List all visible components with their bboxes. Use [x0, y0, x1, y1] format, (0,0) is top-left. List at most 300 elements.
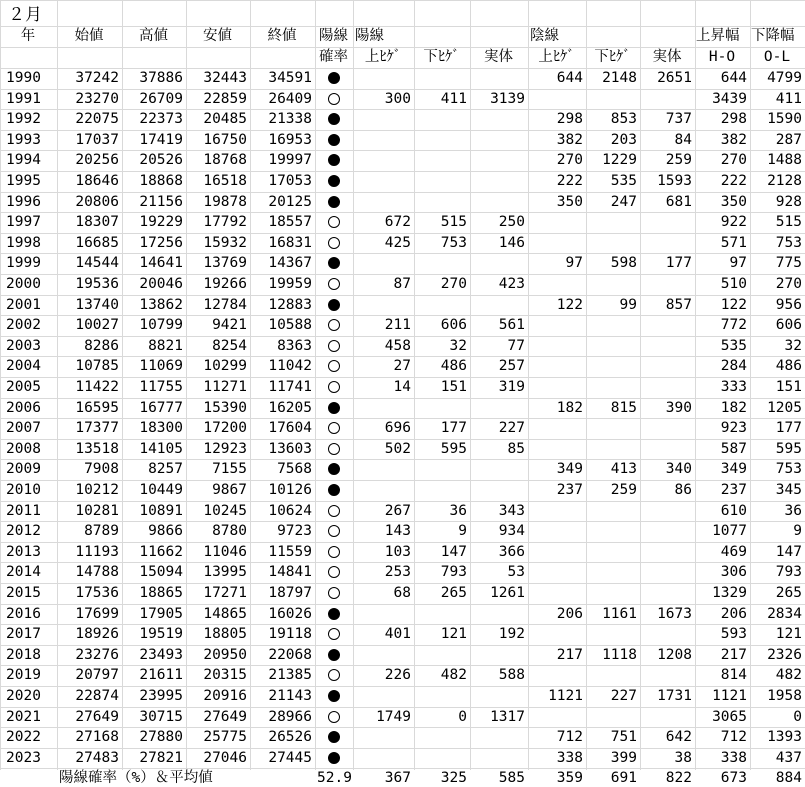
value-cell: 14367: [268, 255, 312, 272]
value-cell: 923: [720, 420, 747, 437]
bearish-candle-marker: [328, 690, 340, 702]
grid-vline: [315, 0, 316, 770]
value-cell: 815: [610, 399, 637, 416]
value-cell: 642: [665, 729, 692, 746]
value-cell: 2148: [602, 70, 637, 86]
value-cell: 27046: [203, 749, 247, 766]
value-cell: 18646: [75, 173, 119, 189]
bullish-candle-marker: [328, 381, 340, 393]
column-subheader: 下ﾋｹﾞ: [423, 49, 460, 65]
value-cell: 1118: [602, 646, 637, 663]
value-cell: 27649: [75, 708, 119, 725]
year-cell: 2004: [6, 358, 41, 375]
value-cell: 22874: [75, 688, 119, 704]
value-cell: 10027: [75, 317, 119, 334]
value-cell: 217: [556, 646, 583, 663]
value-cell: 672: [384, 214, 411, 231]
bearish-candle-marker: [328, 649, 340, 661]
bullish-candle-marker: [328, 216, 340, 228]
value-cell: 17053: [268, 173, 312, 189]
value-cell: 121: [775, 626, 802, 643]
value-cell: 36: [449, 502, 467, 519]
grid-vline: [250, 0, 251, 770]
value-cell: 423: [498, 276, 525, 292]
value-cell: 1749: [376, 708, 411, 725]
value-cell: 30715: [139, 708, 183, 725]
bearish-candle-marker: [328, 299, 340, 311]
value-cell: 18768: [203, 152, 247, 169]
value-cell: 333: [720, 379, 747, 395]
value-cell: 712: [556, 729, 583, 746]
value-cell: 86: [674, 482, 692, 498]
year-cell: 1996: [6, 193, 41, 210]
value-cell: 515: [775, 214, 802, 231]
value-cell: 250: [498, 214, 525, 231]
value-cell: 644: [556, 70, 583, 86]
value-cell: 814: [720, 667, 747, 684]
value-cell: 606: [440, 317, 467, 334]
value-cell: 22075: [75, 111, 119, 128]
grid-vline: [640, 0, 641, 770]
value-cell: 143: [384, 523, 411, 540]
value-cell: 502: [384, 440, 411, 457]
value-cell: 587: [720, 440, 747, 457]
grid-vline: [122, 0, 123, 770]
value-cell: 28966: [268, 708, 312, 725]
value-cell: 27483: [75, 749, 119, 766]
column-subheader: 上ﾋｹﾞ: [364, 49, 402, 65]
column-subheader: 実体: [652, 49, 682, 65]
value-cell: 85: [507, 440, 525, 457]
value-cell: 298: [556, 111, 583, 128]
grid-vline: [528, 0, 529, 770]
value-cell: 32443: [203, 70, 247, 86]
value-cell: 16205: [268, 399, 312, 416]
year-cell: 2002: [6, 317, 41, 334]
value-cell: 469: [720, 543, 747, 560]
value-cell: 20315: [203, 667, 247, 684]
value-cell: 10785: [75, 358, 119, 375]
value-cell: 11422: [75, 379, 119, 395]
value-cell: 270: [775, 276, 802, 292]
value-cell: 515: [440, 214, 467, 231]
column-subheader: 上ﾋｹﾞ: [538, 49, 575, 65]
value-cell: 211: [384, 317, 411, 334]
year-cell: 2015: [6, 585, 41, 601]
value-cell: 27649: [203, 708, 247, 725]
year-cell: 2003: [6, 337, 41, 354]
value-cell: 593: [720, 626, 747, 643]
summary-label: 陽線確率（%）＆平均値: [59, 770, 213, 787]
column-header: 上昇幅: [696, 28, 740, 44]
column-header: 始値: [74, 28, 104, 44]
value-cell: 458: [384, 337, 411, 354]
value-cell: 9866: [148, 523, 183, 540]
column-subheader: O-L: [763, 49, 791, 65]
value-cell: 19878: [203, 193, 247, 210]
value-cell: 2834: [767, 605, 802, 622]
value-cell: 257: [498, 358, 525, 375]
value-cell: 15094: [139, 564, 183, 581]
value-cell: 18865: [139, 585, 183, 601]
summary-value: 359: [556, 770, 583, 787]
value-cell: 16595: [75, 399, 119, 416]
value-cell: 23276: [75, 646, 119, 663]
value-cell: 10588: [268, 317, 312, 334]
value-cell: 10624: [268, 502, 312, 519]
value-cell: 10281: [75, 502, 119, 519]
column-header: 陰線: [530, 28, 559, 44]
bullish-candle-marker: [328, 546, 340, 558]
value-cell: 147: [775, 543, 802, 560]
value-cell: 411: [775, 90, 802, 107]
value-cell: 349: [720, 461, 747, 478]
column-subheader: 実体: [484, 49, 513, 65]
value-cell: 14788: [75, 564, 119, 581]
value-cell: 20806: [75, 193, 119, 210]
value-cell: 284: [720, 358, 747, 375]
summary-value: 884: [775, 770, 802, 787]
year-cell: 1999: [6, 255, 41, 272]
value-cell: 14105: [139, 440, 183, 457]
value-cell: 21338: [268, 111, 312, 128]
value-cell: 857: [665, 296, 692, 313]
value-cell: 287: [775, 131, 802, 148]
value-cell: 510: [720, 276, 747, 292]
value-cell: 15932: [203, 234, 247, 251]
value-cell: 595: [440, 440, 467, 457]
value-cell: 588: [498, 667, 525, 684]
year-cell: 1995: [6, 173, 41, 189]
value-cell: 737: [665, 111, 692, 128]
value-cell: 598: [610, 255, 637, 272]
value-cell: 1673: [657, 605, 692, 622]
value-cell: 712: [720, 729, 747, 746]
value-cell: 1205: [767, 399, 802, 416]
value-cell: 1590: [767, 111, 802, 128]
value-cell: 2651: [657, 70, 692, 86]
value-cell: 18557: [268, 214, 312, 231]
value-cell: 20046: [139, 276, 183, 292]
value-cell: 203: [610, 131, 637, 148]
value-cell: 22373: [139, 111, 183, 128]
value-cell: 22068: [268, 646, 312, 663]
value-cell: 13995: [203, 564, 247, 581]
value-cell: 21156: [139, 193, 183, 210]
value-cell: 13603: [268, 440, 312, 457]
value-cell: 14: [393, 379, 411, 395]
year-cell: 2023: [6, 749, 41, 766]
value-cell: 606: [775, 317, 802, 334]
value-cell: 8363: [277, 337, 312, 354]
bearish-candle-marker: [328, 731, 340, 743]
value-cell: 226: [384, 667, 411, 684]
value-cell: 14841: [268, 564, 312, 581]
value-cell: 13518: [75, 440, 119, 457]
value-cell: 11069: [139, 358, 183, 375]
value-cell: 1329: [712, 585, 747, 601]
value-cell: 486: [440, 358, 467, 375]
value-cell: 97: [565, 255, 583, 272]
year-cell: 2020: [6, 688, 41, 704]
value-cell: 486: [775, 358, 802, 375]
value-cell: 267: [384, 502, 411, 519]
value-cell: 18307: [75, 214, 119, 231]
grid-vline: [0, 0, 1, 770]
value-cell: 26526: [268, 729, 312, 746]
summary-value: 822: [665, 770, 692, 787]
column-subheader: 確率: [319, 49, 348, 65]
bullish-candle-marker: [328, 93, 340, 105]
value-cell: 26409: [268, 90, 312, 107]
value-cell: 19519: [139, 626, 183, 643]
value-cell: 349: [556, 461, 583, 478]
value-cell: 53: [507, 564, 525, 581]
value-cell: 610: [720, 502, 747, 519]
grid-vline: [353, 0, 354, 770]
value-cell: 1393: [767, 729, 802, 746]
value-cell: 32: [784, 337, 802, 354]
value-cell: 3139: [490, 90, 525, 107]
value-cell: 934: [498, 523, 525, 540]
value-cell: 259: [610, 482, 637, 498]
value-cell: 298: [720, 111, 747, 128]
value-cell: 8254: [212, 337, 247, 354]
value-cell: 9: [793, 523, 802, 540]
value-cell: 401: [384, 626, 411, 643]
value-cell: 25775: [203, 729, 247, 746]
year-cell: 2019: [6, 667, 41, 684]
value-cell: 23270: [75, 90, 119, 107]
value-cell: 8257: [148, 461, 183, 478]
bullish-candle-marker: [328, 278, 340, 290]
value-cell: 1958: [767, 688, 802, 704]
value-cell: 10799: [139, 317, 183, 334]
value-cell: 1731: [657, 688, 692, 704]
value-cell: 0: [793, 708, 802, 725]
value-cell: 237: [556, 482, 583, 498]
value-cell: 21143: [268, 688, 312, 704]
value-cell: 350: [556, 193, 583, 210]
value-cell: 1488: [767, 152, 802, 169]
value-cell: 7155: [212, 461, 247, 478]
grid-vline: [470, 0, 471, 770]
bearish-candle-marker: [328, 402, 340, 414]
value-cell: 14544: [75, 255, 119, 272]
bullish-candle-marker: [328, 628, 340, 640]
value-cell: 753: [775, 461, 802, 478]
value-cell: 10299: [203, 358, 247, 375]
value-cell: 17536: [75, 585, 119, 601]
value-cell: 425: [384, 234, 411, 251]
value-cell: 8286: [84, 337, 119, 354]
value-cell: 27821: [139, 749, 183, 766]
value-cell: 151: [440, 379, 467, 395]
value-cell: 14641: [139, 255, 183, 272]
value-cell: 753: [775, 234, 802, 251]
value-cell: 253: [384, 564, 411, 581]
value-cell: 21385: [268, 667, 312, 684]
value-cell: 87: [393, 276, 411, 292]
value-cell: 18797: [268, 585, 312, 601]
summary-value: 585: [498, 770, 525, 787]
grid-vline: [750, 0, 751, 770]
value-cell: 192: [498, 626, 525, 643]
value-cell: 36: [784, 502, 802, 519]
bullish-candle-marker: [328, 711, 340, 723]
year-cell: 2012: [6, 523, 41, 540]
value-cell: 177: [440, 420, 467, 437]
value-cell: 19229: [139, 214, 183, 231]
value-cell: 644: [720, 70, 747, 86]
value-cell: 1593: [657, 173, 692, 189]
value-cell: 77: [507, 337, 525, 354]
value-cell: 535: [610, 173, 637, 189]
value-cell: 3065: [712, 708, 747, 725]
value-cell: 19536: [75, 276, 119, 292]
value-cell: 9723: [277, 523, 312, 540]
value-cell: 20485: [203, 111, 247, 128]
value-cell: 146: [498, 234, 525, 251]
value-cell: 21611: [139, 667, 183, 684]
value-cell: 399: [610, 749, 637, 766]
value-cell: 535: [720, 337, 747, 354]
value-cell: 437: [775, 749, 802, 766]
value-cell: 177: [665, 255, 692, 272]
value-cell: 18805: [203, 626, 247, 643]
value-cell: 338: [720, 749, 747, 766]
value-cell: 99: [619, 296, 637, 313]
value-cell: 16685: [75, 234, 119, 251]
value-cell: 19118: [268, 626, 312, 643]
year-cell: 2008: [6, 440, 41, 457]
year-cell: 2007: [6, 420, 41, 437]
value-cell: 32: [449, 337, 467, 354]
year-cell: 1990: [6, 70, 41, 86]
year-cell: 2018: [6, 646, 41, 663]
value-cell: 19266: [203, 276, 247, 292]
grid-vline: [695, 0, 696, 770]
bullish-candle-marker: [328, 443, 340, 455]
year-cell: 2014: [6, 564, 41, 581]
year-cell: 1997: [6, 214, 41, 231]
value-cell: 1229: [602, 152, 637, 169]
year-cell: 2016: [6, 605, 41, 622]
value-cell: 382: [720, 131, 747, 148]
value-cell: 10449: [139, 482, 183, 498]
year-cell: 2006: [6, 399, 41, 416]
value-cell: 411: [440, 90, 467, 107]
bullish-candle-marker: [328, 566, 340, 578]
value-cell: 38: [674, 749, 692, 766]
value-cell: 222: [556, 173, 583, 189]
year-cell: 1998: [6, 234, 41, 251]
value-cell: 16026: [268, 605, 312, 622]
value-cell: 853: [610, 111, 637, 128]
value-cell: 696: [384, 420, 411, 437]
bearish-candle-marker: [328, 257, 340, 269]
year-cell: 2017: [6, 626, 41, 643]
value-cell: 7908: [84, 461, 119, 478]
value-cell: 1121: [712, 688, 747, 704]
value-cell: 11271: [203, 379, 247, 395]
bullish-candle-marker: [328, 525, 340, 537]
value-cell: 23493: [139, 646, 183, 663]
value-cell: 16518: [203, 173, 247, 189]
value-cell: 17699: [75, 605, 119, 622]
value-cell: 561: [498, 317, 525, 334]
grid-vline: [186, 0, 187, 770]
bearish-candle-marker: [328, 196, 340, 208]
value-cell: 222: [720, 173, 747, 189]
value-cell: 227: [610, 688, 637, 704]
year-cell: 2010: [6, 482, 41, 498]
year-cell: 1992: [6, 111, 41, 128]
year-cell: 2005: [6, 379, 41, 395]
summary-value: 691: [610, 770, 637, 787]
value-cell: 17604: [268, 420, 312, 437]
value-cell: 17905: [139, 605, 183, 622]
value-cell: 151: [775, 379, 802, 395]
bullish-candle-marker: [328, 669, 340, 681]
value-cell: 259: [665, 152, 692, 169]
value-cell: 345: [775, 482, 802, 498]
value-cell: 18868: [139, 173, 183, 189]
value-cell: 20797: [75, 667, 119, 684]
value-cell: 20950: [203, 646, 247, 663]
summary-value: 673: [720, 770, 747, 787]
bullish-candle-marker: [328, 360, 340, 372]
grid-vline: [414, 0, 415, 770]
value-cell: 482: [775, 667, 802, 684]
year-cell: 1993: [6, 131, 41, 148]
value-cell: 17271: [203, 585, 247, 601]
value-cell: 2326: [767, 646, 802, 663]
value-cell: 16750: [203, 131, 247, 148]
column-header: 陽線: [355, 28, 384, 44]
value-cell: 300: [384, 90, 411, 107]
value-cell: 18300: [139, 420, 183, 437]
value-cell: 27445: [268, 749, 312, 766]
year-cell: 2009: [6, 461, 41, 478]
bullish-candle-marker: [328, 319, 340, 331]
value-cell: 17200: [203, 420, 247, 437]
value-cell: 265: [440, 585, 467, 601]
value-cell: 182: [556, 399, 583, 416]
value-cell: 17377: [75, 420, 119, 437]
value-cell: 2128: [767, 173, 802, 189]
value-cell: 1161: [602, 605, 637, 622]
value-cell: 11755: [139, 379, 183, 395]
value-cell: 775: [775, 255, 802, 272]
column-header: 高値: [139, 28, 168, 44]
value-cell: 122: [556, 296, 583, 313]
column-subheader: 下ﾋｹﾞ: [594, 49, 631, 65]
summary-value: 52.9: [317, 770, 352, 787]
value-cell: 206: [720, 605, 747, 622]
bearish-candle-marker: [328, 484, 340, 496]
value-cell: 9421: [212, 317, 247, 334]
value-cell: 13769: [203, 255, 247, 272]
value-cell: 10891: [139, 502, 183, 519]
column-header: 終値: [267, 28, 297, 44]
value-cell: 571: [720, 234, 747, 251]
value-cell: 37242: [75, 70, 119, 86]
bullish-candle-marker: [328, 422, 340, 434]
year-cell: 2022: [6, 729, 41, 746]
value-cell: 413: [610, 461, 637, 478]
value-cell: 84: [674, 131, 692, 148]
